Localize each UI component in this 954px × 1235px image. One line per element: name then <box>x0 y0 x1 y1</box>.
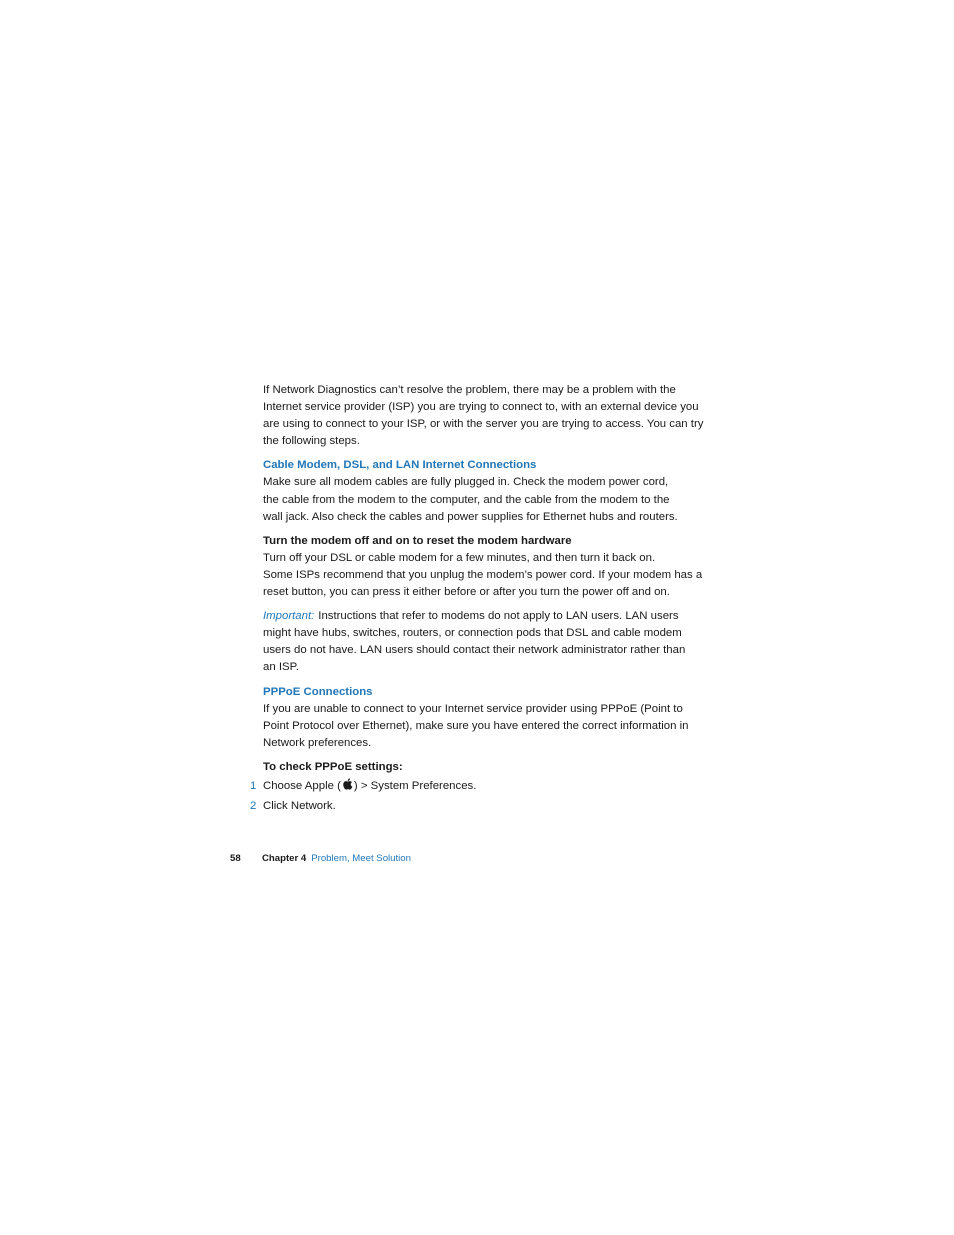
important-line: users do not have. LAN users should contact their network administrator rather than <box>263 644 686 657</box>
reset-line: reset button, you can press it either before or after you turn the power off and on. <box>263 586 670 599</box>
important-note <box>263 608 711 676</box>
pppoe-line: If you are unable to connect to your Internet service provider using PPPoE (Point to <box>263 702 683 715</box>
cable-section-paragraph <box>263 474 711 525</box>
pppoe-section-heading: PPPoE Connections <box>263 685 373 698</box>
check-settings-heading: To check PPPoE settings: <box>263 760 403 773</box>
reset-line: Some ISPs recommend that you unplug the modem’s power cord. If your modem has a <box>263 568 703 581</box>
step-text-after: ) > System Preferences. <box>353 779 477 792</box>
pppoe-section-paragraph <box>263 701 711 752</box>
pppoe-line: Network preferences. <box>263 736 372 749</box>
page-body <box>250 382 711 818</box>
step-text-before: Choose Apple ( <box>263 779 341 792</box>
step-item <box>250 798 711 818</box>
steps-list <box>250 778 711 818</box>
intro-line: the following steps. <box>263 435 360 448</box>
step-text: Click Network. <box>263 799 336 812</box>
intro-paragraph <box>263 382 711 450</box>
chapter-title: Problem, Meet Solution <box>311 853 411 864</box>
cable-line: the cable from the modem to the computer, and the cable from the modem to the <box>263 493 670 506</box>
reset-section-heading: Turn the modem off and on to reset the modem hardware <box>263 534 572 547</box>
reset-line: Turn off your DSL or cable modem for a few minutes, and then turn it back on. <box>263 551 656 564</box>
cable-line: wall jack. Also check the cables and power supplies for Ethernet hubs and routers. <box>263 510 678 523</box>
step-number: 2 <box>250 799 257 812</box>
intro-line: Internet service provider (ISP) you are trying to connect to, with an external device you <box>263 401 699 414</box>
page-number: 58 <box>230 853 241 864</box>
pppoe-line: Point Protocol over Ethernet), make sure you have entered the correct information in <box>263 719 689 732</box>
page-footer <box>230 853 411 864</box>
important-line: might have hubs, switches, routers, or connection pods that DSL and cable modem <box>263 627 682 640</box>
apple-icon <box>342 778 353 790</box>
step-number: 1 <box>250 779 257 792</box>
important-text: Instructions that refer to modems do not apply to LAN users. LAN users <box>318 610 679 623</box>
cable-section-heading: Cable Modem, DSL, and LAN Internet Connections <box>263 459 537 472</box>
important-label: Important: <box>263 610 315 623</box>
chapter-label: Chapter 4 <box>262 853 307 864</box>
cable-line: Make sure all modem cables are fully plugged in. Check the modem power cord, <box>263 476 669 489</box>
step-item <box>250 778 711 798</box>
reset-section-paragraph <box>263 550 711 601</box>
intro-line: are using to connect to your ISP, or with the server you are trying to access. You can try <box>263 418 704 431</box>
important-line: an ISP. <box>263 661 299 674</box>
important-first-line <box>263 608 711 625</box>
intro-line: If Network Diagnostics can’t resolve the problem, there may be a problem with the <box>263 384 676 396</box>
